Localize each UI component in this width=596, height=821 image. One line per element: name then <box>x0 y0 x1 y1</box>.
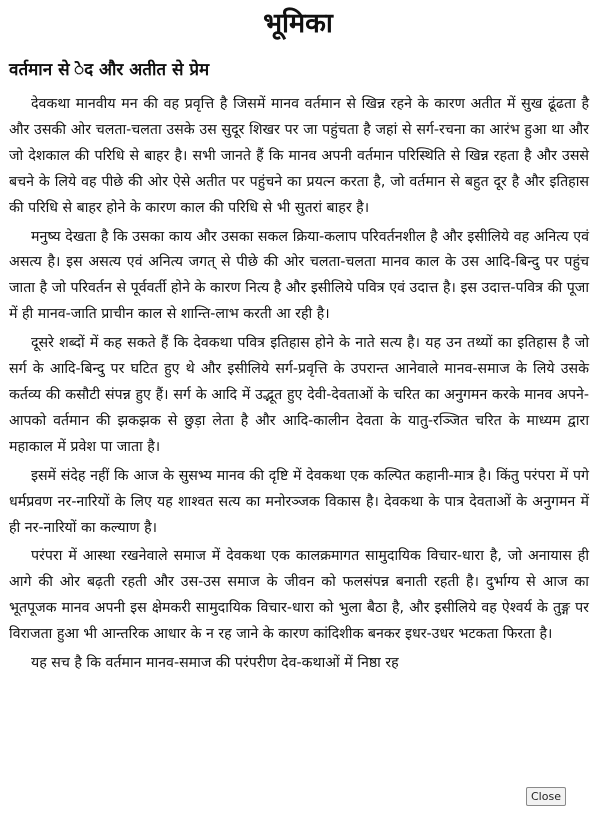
section-heading: वर्तमान से ेद और अतीत से प्रेम <box>9 60 210 80</box>
page-title: भूमिका <box>263 8 333 39</box>
paragraph: इसमें संदेह नहीं कि आज के सुसभ्य मानव की दृष्टि में देवकथा एक कल्पित कहानी-मात्र है। किंतु परंपरा में पगे धर्मप्रवण नर-नारियों के लिए यह शाश्वत सत्य का मनोरञ्जक विकास है। देवकथा के पात्र देवताओं के अनुगमन में ही नर-नारियों का कल्याण है। <box>9 467 589 536</box>
body-text <box>9 92 589 680</box>
paragraph: मनुष्य देखता है कि उसका काय और उसका सकल क्रिया-कलाप परिवर्तनशील है और इसीलिये वह अनित्य एवं असत्य है। इस असत्य एवं अनित्य जगत् से पीछे की ओर चलता-चलता मानव काल के उस आदि-बिन्दु पर पहुंच जाता है जो परिवर्तन से पूर्ववर्ती होने के कारण नित्य है और इसीलिये पवित्र एवं उदात्त है। इस उदात्त-पवित्र की पूजा में ही मानव-जाति प्राचीन काल से शान्ति-लाभ करती आ रही है। <box>9 228 589 323</box>
close-button[interactable]: Close <box>526 787 566 806</box>
paragraph: दूसरे शब्दों में कह सकते हैं कि देवकथा पवित्र इतिहास होने के नाते सत्य है। यह उन तथ्यों का इतिहास है जो सर्ग के आदि-बिन्दु पर घटित हुए थे और इसीलिये सर्ग-प्रवृत्ति के उपरान्त आनेवाले मानव-समाज के लिये उसके कर्तव्य की कसौटी संपन्न हुए हैं। सर्ग के आदि में उद्भूत हुए देवी-देवताओं के चरित का अनुगमन करके मानव अपने-आपको वर्तमान की झकझक से छुड़ा लेता है और आदि-कालीन देवता के यातु-रञ्जित चरित के माध्यम द्वारा महाकाल में प्रवेश पा जाता है। <box>9 335 589 455</box>
paragraph: देवकथा मानवीय मन की वह प्रवृत्ति है जिसमें मानव वर्तमान से खिन्न रहने के कारण अतीत में सुख ढूंढता है और उसकी ओर चलता-चलता उसके उस सुदूर शिखर पर जा पहुंचता है जहां से सर्ग-रचना का आरंभ हुआ था और जो देशकाल की परिधि से बाहर है। सभी जानते हैं कि मानव अपनी वर्तमान परिस्थिति से खिन्न रहता है और उससे बचने के लिये वह पीछे की ओर ऐसे अतीत पर पहुंचने का प्रयत्न करता है, जो वर्तमान से बहुत दूर है और इतिहास की परिधि से बाहर होने के कारण काल की परिधि से भी सुतरां बाहर है। <box>9 96 589 216</box>
paragraph: यह सच है कि वर्तमान मानव-समाज की परंपरीण देव-कथाओं में निष्ठा रह <box>31 655 399 672</box>
paragraph: परंपरा में आस्था रखनेवाले समाज में देवकथा एक कालक्रमागत सामुदायिक विचार-धारा है, जो अनायास ही आगे की ओर बढ़ती रहती और उस-उस समाज के जीवन को फलसंपन्न बनाती रहती है। दुर्भाग्य से आज का भूतपूजक मानव अपनी इस क्षेमकरी सामुदायिक विचार-धारा को भुला बैठा है, और इसीलिये वह ऐश्वर्य के तुङ्ग पर विराजता हुआ भी आन्तरिक आधार के न रह जाने के कारण कांदिशीक बनकर इधर-उधर भटकता फिरता है। <box>9 548 589 643</box>
